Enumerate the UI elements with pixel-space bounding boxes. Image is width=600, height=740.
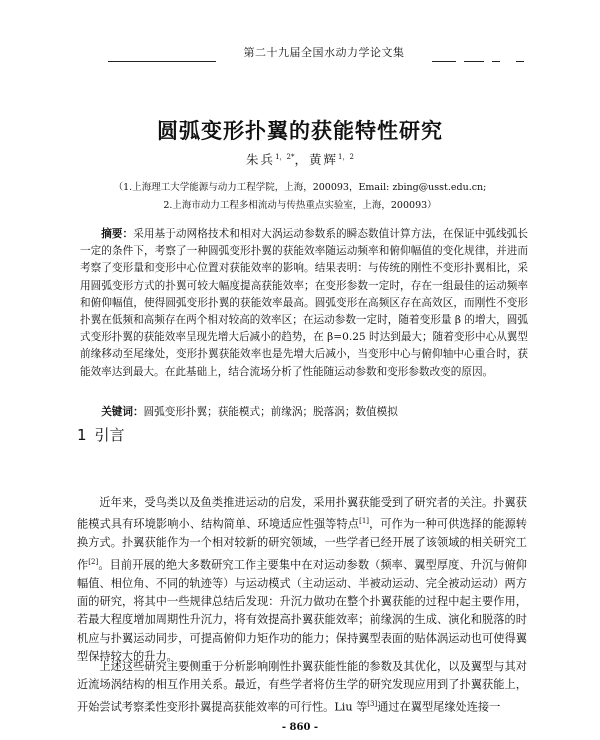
- header-rule-segment: [516, 61, 524, 62]
- author-affiliation-mark: 1，2*: [275, 152, 295, 161]
- paragraph-text: 上述这些研究主要侧重于分析影响刚性扑翼获能性能的参数及其优化，以及翼型与其对近流场涡结构的相互作用关系。最近，有些学者将仿生学的研究发现应用到了扑翼获能上，开始尝试考察柔性变形扑翼提高获能效率的可行性。Liu 等: [77, 660, 527, 714]
- running-header: [0, 40, 600, 64]
- paper-title: 圆弧变形扑翼的获能特性研究: [157, 119, 443, 143]
- abstract-label: 摘要：: [101, 228, 134, 240]
- paragraph-text: 近年来，受鸟类以及鱼类推进运动的启发，采用扑翼获能受到了研究者的关注。扑翼获能模式具有环境影响小、结构简单、环境适应性强等特点: [77, 496, 527, 532]
- author-name: 黄辉: [309, 152, 339, 167]
- body-paragraph-2: [77, 658, 527, 717]
- abstract: [80, 226, 528, 381]
- section-title: 引言: [94, 426, 125, 444]
- running-header-title: 第二十九届全国水动力学论文集: [243, 46, 405, 59]
- section-number: 1: [77, 426, 87, 444]
- header-rule-left: [108, 61, 216, 62]
- author-separator: ，: [294, 152, 309, 167]
- author-affiliation-mark: 1，2: [338, 152, 354, 161]
- citation[interactable]: [2]: [88, 557, 99, 566]
- author-name: 朱兵: [246, 152, 276, 167]
- paragraph-text: 。目前开展的绝大多数研究工作主要集中在对运动参数（频率、翼型厚度、升沉与俯仰幅值、相位角、不同的轨迹等）与运动模式（主动运动、半被动运动、完全被动运动）两方面的研究，将其中一些规律总结后发现：升沉力做功在整个扑翼获能的过程中起主要作用，若最大程度增加周期性升沉力，将有效提高扑翼获能效率；前缘涡的生成、演化和脱落的时机应与扑翼运动同步，可提高俯仰力矩作功的能力；保持翼型表面的贴体涡运动也可使得翼型保持较大的升力。: [77, 558, 527, 663]
- affiliation-2: 2.上海市动力工程多相流动与传热重点实验室，上海，200093）: [163, 200, 437, 211]
- abstract-text: 采用基于动网格技术和相对大涡运动参数系的瞬态数值计算方法，在保证中弧线弧长一定的条件下，考察了一种圆弧变形扑翼的获能效率随运动频率和俯仰幅值的变化规律，并进而考察了变形量和变形中心位置对获能效率的影响。结果表明：与传统的刚性不变形扑翼相比，采用圆弧变形方式的扑翼可较大幅度提高获能效率；在变形参数一定时，存在一组最佳的运动频率和俯仰幅值，使得圆弧变形扑翼的获能效率最高。圆弧变形在高频区存在高效区，而刚性不变形扑翼在低频和高频存在两个相对较高的效率区；在运动参数一定时，随着变形量 β 的增大，圆弧式变形扑翼的获能效率呈现先增大后减小的趋势，在 β=0.25 时达到最大；随着变形中心从翼型前缘移动至尾缘处，变形扑翼获能效率也是先增大后减小，当变形中心与俯仰轴中心重合时，获能效率达到最大。在此基础上，结合流场分析了性能随运动参数和变形参数改变的原因。: [80, 228, 529, 378]
- section-heading: [77, 424, 125, 445]
- body-paragraph-1: [77, 494, 527, 666]
- keywords: [80, 404, 528, 419]
- header-rule-segment: [432, 61, 456, 62]
- author-line: [0, 150, 600, 168]
- paragraph-text: 通过在翼型尾缘处连接一: [377, 700, 501, 714]
- citation[interactable]: [3]: [367, 699, 378, 708]
- keywords-label: 关键词：: [101, 406, 144, 418]
- keywords-text: 圆弧变形扑翼；获能模式；前缘涡；脱落涡；数值模拟: [143, 406, 398, 418]
- citation[interactable]: [1]: [359, 517, 370, 526]
- header-rule-segment: [464, 61, 484, 62]
- affiliation-1: （1.上海理工大学能源与动力工程学院，上海，200093，Email: zbing@usst.edu.cn;: [113, 182, 487, 193]
- header-rule-segment: [492, 61, 500, 62]
- paragraph-text: ，可作为一种可供选择的能源转换方式。扑翼获能作为一个相对较新的研究领域，一些学者已经开展了该领域的相关研究工作: [77, 518, 527, 572]
- page-number: - 860 -: [281, 722, 319, 733]
